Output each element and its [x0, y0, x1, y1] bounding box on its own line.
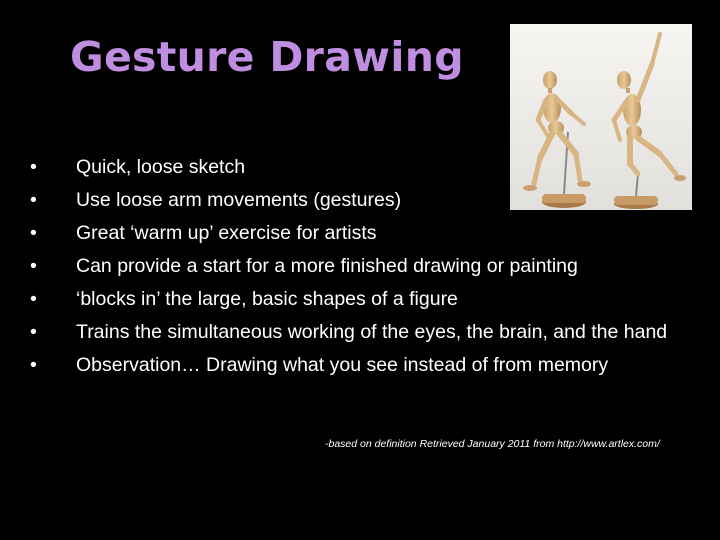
bullet-text: Quick, loose sketch — [76, 156, 246, 178]
bullet-text: Trains the simultaneous working of the eyes, the brain, and the hand — [76, 321, 668, 343]
bullet-glyph: • — [30, 222, 37, 244]
bullet-text: Great ‘warm up’ exercise for artists — [76, 222, 377, 244]
bullet-glyph: • — [30, 255, 37, 277]
bullet-item — [30, 255, 702, 278]
bullet-item — [30, 321, 702, 344]
bullet-glyph: • — [30, 321, 37, 343]
bullet-item — [30, 354, 702, 377]
bullet-glyph: • — [30, 156, 37, 178]
bullet-item — [30, 222, 702, 245]
bullet-glyph: • — [30, 288, 37, 310]
bullet-glyph: • — [30, 189, 37, 211]
bullet-text: Observation… Drawing what you see instead of from memory — [76, 354, 609, 376]
bullet-item — [30, 156, 702, 179]
slide-title: Gesture Drawing — [70, 33, 464, 81]
bullet-text: Use loose arm movements (gestures) — [76, 189, 402, 211]
bullet-item — [30, 189, 702, 212]
source-citation: -based on definition Retrieved January 2011 from http://www.artlex.com/ — [325, 438, 660, 450]
bullet-list — [30, 156, 702, 387]
bullet-text: ‘blocks in’ the large, basic shapes of a figure — [76, 288, 458, 310]
bullet-text: Can provide a start for a more finished drawing or painting — [76, 255, 578, 277]
bullet-glyph: • — [30, 354, 37, 376]
bullet-item — [30, 288, 702, 311]
